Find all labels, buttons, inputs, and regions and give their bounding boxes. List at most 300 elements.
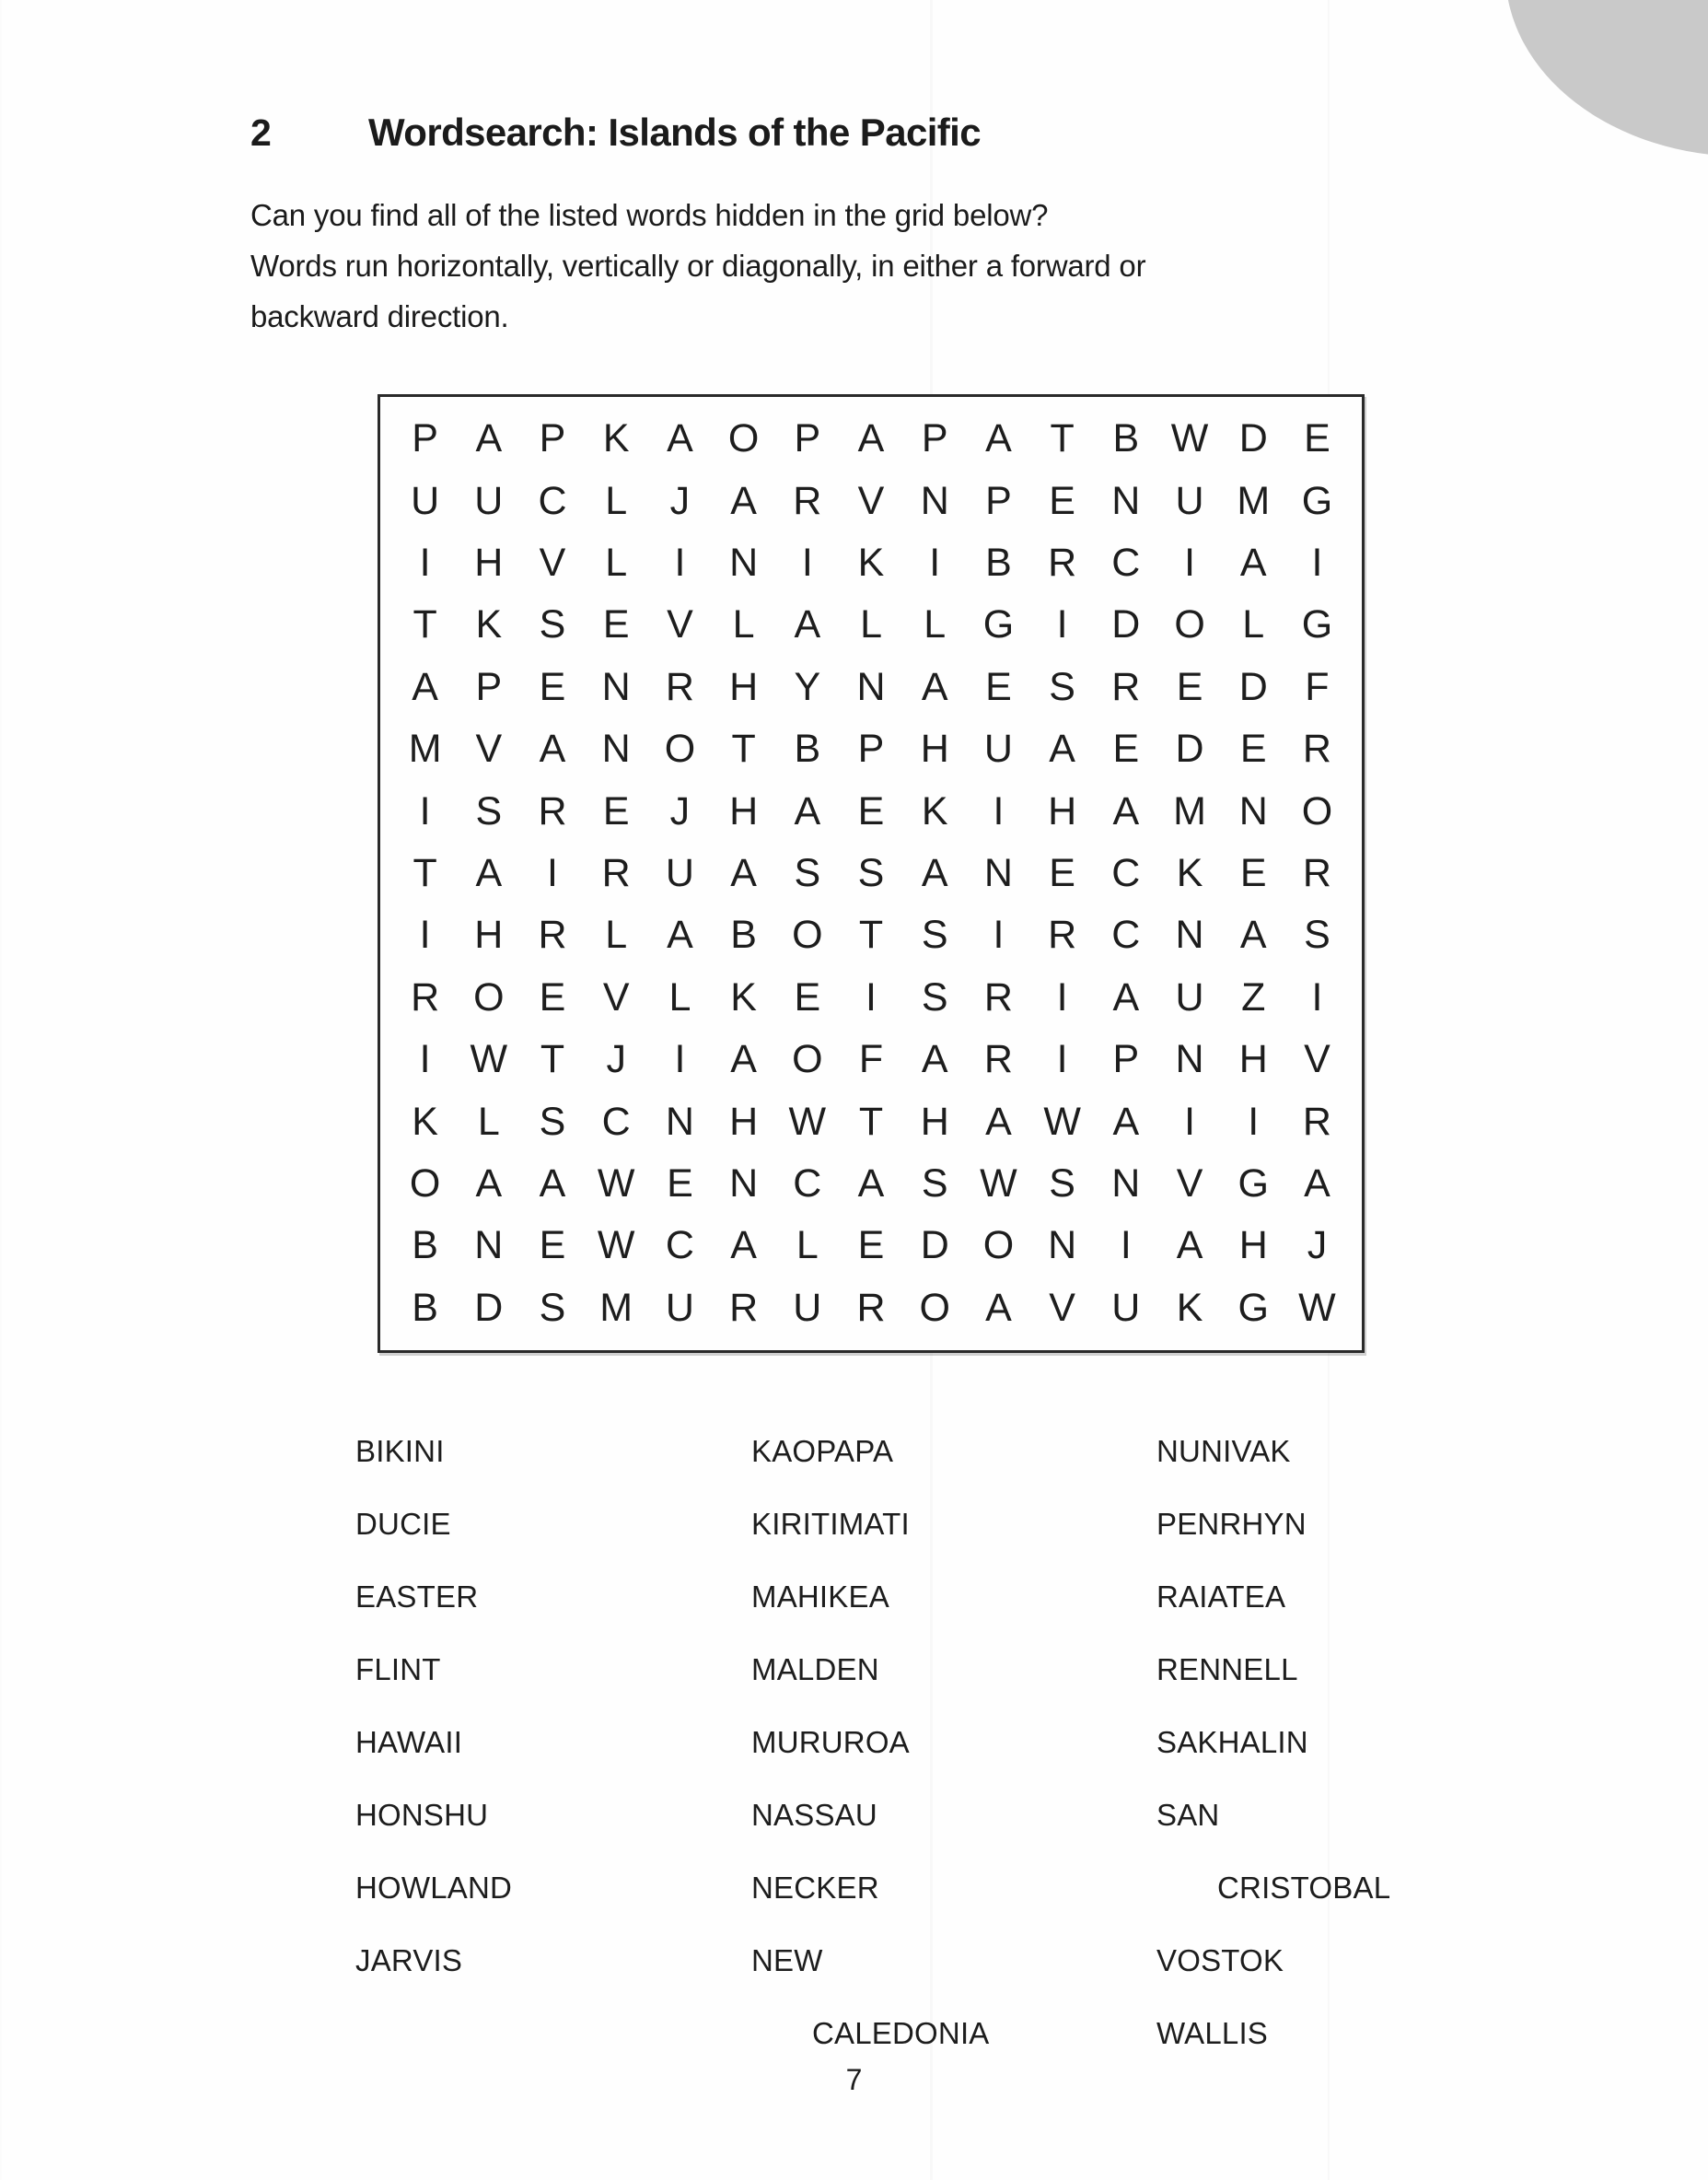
- grid-cell[interactable]: N: [729, 1161, 759, 1207]
- grid-row: [393, 1029, 1349, 1090]
- word-list-item[interactable]: [1156, 1924, 1460, 1997]
- grid-cell[interactable]: N: [983, 851, 1013, 896]
- grid-cell[interactable]: A: [985, 1099, 1012, 1144]
- page-header: [250, 111, 981, 155]
- word-list-item[interactable]: [355, 1851, 751, 1924]
- grid-cell[interactable]: L: [924, 602, 947, 647]
- grid-cell[interactable]: V: [1049, 1285, 1075, 1330]
- page-number: 7: [845, 2063, 863, 2096]
- word-list-item[interactable]: [1156, 1778, 1460, 1924]
- instructions-line-1: Can you find all of the listed words hidden in the grid below?: [250, 198, 1049, 232]
- grid-cell[interactable]: A: [412, 664, 438, 709]
- grid-cell[interactable]: H: [920, 1099, 949, 1144]
- grid-cell[interactable]: S: [475, 788, 503, 834]
- grid-cell[interactable]: E: [985, 664, 1012, 709]
- grid-cell[interactable]: O: [982, 1223, 1015, 1268]
- grid-cell[interactable]: D: [1175, 727, 1204, 772]
- word-list-item[interactable]: [751, 1487, 1156, 1560]
- grid-cell[interactable]: R: [983, 1037, 1013, 1082]
- grid-cell[interactable]: V: [1304, 1037, 1330, 1082]
- grid-cell[interactable]: C: [1111, 851, 1141, 896]
- page-title: Wordsearch: Islands of the Pacific: [368, 111, 982, 154]
- grid-cell[interactable]: G: [1301, 602, 1333, 647]
- grid-cell[interactable]: C: [601, 1099, 631, 1144]
- grid-cell[interactable]: E: [1049, 851, 1075, 896]
- grid-cell[interactable]: M: [599, 1285, 633, 1330]
- grid-cell[interactable]: M: [408, 727, 442, 772]
- grid-cell[interactable]: H: [1238, 1223, 1268, 1268]
- word-list-item-text: MAHIKEA: [751, 1580, 889, 1614]
- grid-cell[interactable]: V: [1176, 1161, 1203, 1207]
- instructions-line-2: Words run horizontally, vertically or diagonally, in either a forward or: [250, 249, 1146, 283]
- grid-cell[interactable]: H: [729, 788, 759, 834]
- grid-cell[interactable]: K: [412, 1099, 438, 1144]
- grid-cell[interactable]: A: [539, 727, 566, 772]
- grid-cell[interactable]: W: [1170, 416, 1209, 461]
- grid-cell[interactable]: O: [792, 913, 823, 958]
- grid-row: [393, 1090, 1349, 1152]
- grid-cell[interactable]: I: [1056, 1037, 1068, 1082]
- grid-cell[interactable]: I: [1056, 602, 1068, 647]
- grid-row: [393, 780, 1349, 842]
- grid-cell[interactable]: N: [601, 727, 631, 772]
- grid-cell[interactable]: A: [667, 416, 693, 461]
- grid-row: [393, 408, 1349, 470]
- grid-cell[interactable]: A: [985, 1285, 1012, 1330]
- grid-row: [393, 843, 1349, 904]
- grid-cell[interactable]: U: [1175, 974, 1204, 1020]
- grid-cell[interactable]: O: [792, 1037, 823, 1082]
- grid-cell[interactable]: I: [866, 974, 877, 1020]
- grid-cell[interactable]: O: [1174, 602, 1205, 647]
- grid-cell[interactable]: P: [1112, 1037, 1140, 1082]
- grid-cell[interactable]: W: [1043, 1099, 1081, 1144]
- grid-cell[interactable]: R: [983, 974, 1013, 1020]
- grid-cell[interactable]: E: [1239, 851, 1267, 896]
- word-list-item[interactable]: [1156, 1415, 1460, 1487]
- grid-cell[interactable]: A: [1176, 1223, 1203, 1268]
- grid-cell[interactable]: A: [857, 1161, 885, 1207]
- word-list-item-text: NASSAU: [751, 1798, 877, 1832]
- grid-cell[interactable]: R: [1302, 1099, 1331, 1144]
- word-list-item[interactable]: [355, 1924, 751, 1997]
- word-list-item-text: HONSHU: [355, 1798, 489, 1832]
- grid-cell[interactable]: S: [857, 851, 885, 896]
- grid-cell[interactable]: A: [921, 664, 948, 709]
- grid-cell[interactable]: C: [665, 1223, 694, 1268]
- grid-cell[interactable]: Y: [794, 664, 821, 709]
- grid-cell[interactable]: S: [539, 1285, 566, 1330]
- instructions-line-3: backward direction.: [250, 299, 509, 333]
- grid-cell[interactable]: H: [474, 541, 504, 586]
- grid-cell[interactable]: C: [793, 1161, 822, 1207]
- grid-cell[interactable]: V: [475, 727, 503, 772]
- word-list-item-text: RAIATEA: [1156, 1580, 1286, 1614]
- grid-cell[interactable]: I: [1184, 541, 1196, 586]
- grid-cell[interactable]: L: [860, 602, 882, 647]
- grid-cell[interactable]: T: [540, 1037, 565, 1082]
- grid-cell[interactable]: N: [665, 1099, 694, 1144]
- word-list-item[interactable]: [751, 1851, 1156, 1924]
- grid-cell[interactable]: A: [1304, 1161, 1330, 1207]
- word-list-item-text: MURUROA: [751, 1725, 910, 1759]
- grid-cell[interactable]: R: [538, 913, 567, 958]
- word-list-item[interactable]: [1156, 1560, 1460, 1633]
- grid-cell[interactable]: Z: [1241, 974, 1266, 1020]
- grid-cell[interactable]: E: [857, 1223, 885, 1268]
- wordsearch-grid-inner: [393, 408, 1349, 1339]
- grid-cell[interactable]: H: [729, 1099, 759, 1144]
- grid-cell[interactable]: L: [732, 602, 755, 647]
- grid-cell[interactable]: I: [674, 541, 686, 586]
- word-list-item[interactable]: [1156, 1487, 1460, 1560]
- grid-cell[interactable]: P: [539, 416, 566, 461]
- word-list-column-1: [355, 1415, 751, 2069]
- grid-cell[interactable]: R: [1302, 851, 1331, 896]
- word-list-item[interactable]: [751, 1706, 1156, 1778]
- word-list-item[interactable]: [355, 1487, 751, 1560]
- word-list-item[interactable]: [355, 1633, 751, 1706]
- grid-cell[interactable]: B: [985, 541, 1012, 586]
- grid-cell[interactable]: W: [597, 1223, 635, 1268]
- grid-cell[interactable]: J: [606, 1037, 626, 1082]
- word-list-item[interactable]: [751, 1633, 1156, 1706]
- word-list-item-text: NEW: [751, 1943, 823, 1977]
- grid-cell[interactable]: I: [1184, 1099, 1196, 1144]
- grid-cell[interactable]: T: [412, 851, 437, 896]
- grid-cell[interactable]: L: [605, 913, 628, 958]
- grid-cell[interactable]: A: [1049, 727, 1075, 772]
- grid-cell[interactable]: K: [475, 602, 503, 647]
- grid-cell[interactable]: A: [794, 602, 821, 647]
- grid-cell[interactable]: N: [1111, 478, 1141, 523]
- grid-cell[interactable]: G: [982, 602, 1015, 647]
- grid-cell[interactable]: E: [602, 602, 630, 647]
- grid-cell[interactable]: C: [1111, 541, 1141, 586]
- grid-cell[interactable]: R: [1111, 664, 1141, 709]
- grid-cell[interactable]: A: [921, 851, 948, 896]
- grid-cell[interactable]: T: [412, 602, 437, 647]
- grid-cell[interactable]: I: [419, 788, 431, 834]
- grid-row: [393, 904, 1349, 966]
- word-list-item[interactable]: [355, 1778, 751, 1851]
- grid-cell[interactable]: K: [1176, 1285, 1203, 1330]
- grid-cell[interactable]: A: [1112, 788, 1140, 834]
- grid-cell[interactable]: A: [475, 851, 503, 896]
- grid-cell[interactable]: W: [980, 1161, 1017, 1207]
- grid-cell[interactable]: I: [1311, 541, 1323, 586]
- grid-cell[interactable]: U: [665, 1285, 694, 1330]
- grid-cell[interactable]: E: [539, 664, 566, 709]
- grid-cell[interactable]: S: [539, 602, 566, 647]
- grid-cell[interactable]: A: [1112, 974, 1140, 1020]
- grid-cell[interactable]: K: [1176, 851, 1203, 896]
- word-list-item-text: DUCIE: [355, 1507, 451, 1541]
- grid-cell[interactable]: A: [857, 416, 885, 461]
- grid-cell[interactable]: F: [858, 1037, 884, 1082]
- grid-cell[interactable]: E: [1304, 416, 1330, 461]
- grid-cell[interactable]: H: [920, 727, 949, 772]
- grid-cell[interactable]: D: [1238, 416, 1268, 461]
- word-list-item-text: WALLIS: [1156, 2016, 1269, 2050]
- grid-cell[interactable]: I: [993, 788, 1005, 834]
- grid-cell[interactable]: D: [920, 1223, 949, 1268]
- grid-cell[interactable]: O: [727, 416, 760, 461]
- word-list-item-text: FLINT: [355, 1652, 441, 1686]
- grid-cell[interactable]: S: [921, 1161, 948, 1207]
- grid-row: [393, 470, 1349, 531]
- grid-cell[interactable]: P: [921, 416, 948, 461]
- grid-cell[interactable]: D: [1111, 602, 1141, 647]
- grid-cell[interactable]: R: [1048, 913, 1077, 958]
- grid-row: [393, 657, 1349, 718]
- grid-cell[interactable]: D: [1238, 664, 1268, 709]
- word-list-item-text: HAWAII: [355, 1725, 463, 1759]
- grid-cell[interactable]: I: [1056, 974, 1068, 1020]
- grid-cell[interactable]: U: [665, 851, 694, 896]
- grid-cell[interactable]: I: [1120, 1223, 1132, 1268]
- grid-cell[interactable]: P: [985, 478, 1012, 523]
- grid-cell[interactable]: A: [985, 416, 1012, 461]
- grid-cell[interactable]: A: [539, 1161, 566, 1207]
- grid-cell[interactable]: E: [1239, 727, 1267, 772]
- grid-cell[interactable]: B: [412, 1223, 438, 1268]
- grid-cell[interactable]: B: [730, 913, 757, 958]
- grid-cell[interactable]: W: [597, 1161, 635, 1207]
- grid-row: [393, 1277, 1349, 1339]
- word-list-item[interactable]: [355, 1415, 751, 1487]
- grid-cell[interactable]: D: [474, 1285, 504, 1330]
- grid-cell[interactable]: L: [668, 974, 691, 1020]
- grid-cell[interactable]: H: [729, 664, 759, 709]
- grid-cell[interactable]: A: [730, 478, 757, 523]
- grid-cell[interactable]: P: [475, 664, 503, 709]
- word-list-item-text-wrapped: CRISTOBAL: [1217, 1871, 1391, 1905]
- grid-cell[interactable]: A: [1239, 913, 1267, 958]
- grid-cell[interactable]: E: [1112, 727, 1140, 772]
- grid-cell[interactable]: N: [856, 664, 886, 709]
- grid-cell[interactable]: W: [788, 1099, 827, 1144]
- grid-cell[interactable]: U: [983, 727, 1013, 772]
- grid-cell[interactable]: T: [858, 1099, 884, 1144]
- word-list-item-text: VOSTOK: [1156, 1943, 1284, 1977]
- grid-cell[interactable]: N: [729, 541, 759, 586]
- grid-cell[interactable]: R: [856, 1285, 886, 1330]
- grid-row: [393, 967, 1349, 1029]
- grid-cell[interactable]: N: [1111, 1161, 1141, 1207]
- grid-cell[interactable]: V: [667, 602, 693, 647]
- grid-cell[interactable]: J: [669, 788, 691, 834]
- grid-cell[interactable]: V: [602, 974, 630, 1020]
- grid-row: [393, 718, 1349, 780]
- grid-row: [393, 1153, 1349, 1215]
- grid-cell[interactable]: S: [1049, 664, 1075, 709]
- grid-cell[interactable]: R: [1302, 727, 1331, 772]
- grid-cell[interactable]: L: [605, 541, 628, 586]
- word-list-item[interactable]: [751, 1560, 1156, 1633]
- word-list-item-text: KIRITIMATI: [751, 1507, 910, 1541]
- word-list-item-text: HOWLAND: [355, 1871, 513, 1905]
- grid-cell[interactable]: A: [730, 851, 757, 896]
- grid-cell[interactable]: K: [602, 416, 630, 461]
- grid-cell[interactable]: S: [1304, 913, 1330, 958]
- grid-cell[interactable]: W: [1298, 1285, 1336, 1330]
- grid-cell[interactable]: S: [539, 1099, 566, 1144]
- grid-cell[interactable]: J: [669, 478, 691, 523]
- grid-cell[interactable]: E: [667, 1161, 693, 1207]
- grid-cell[interactable]: L: [477, 1099, 500, 1144]
- grid-cell[interactable]: U: [1111, 1285, 1141, 1330]
- grid-cell[interactable]: N: [1238, 788, 1268, 834]
- grid-cell[interactable]: E: [602, 788, 630, 834]
- grid-cell[interactable]: P: [857, 727, 885, 772]
- grid-cell[interactable]: I: [419, 1037, 431, 1082]
- grid-cell[interactable]: J: [1307, 1223, 1328, 1268]
- word-list-item-text-wrapped: CALEDONIA: [812, 2016, 990, 2050]
- grid-cell[interactable]: O: [409, 1161, 441, 1207]
- grid-cell[interactable]: H: [1048, 788, 1077, 834]
- grid-cell[interactable]: A: [475, 1161, 503, 1207]
- grid-cell[interactable]: R: [729, 1285, 759, 1330]
- grid-cell[interactable]: K: [730, 974, 757, 1020]
- grid-cell[interactable]: P: [412, 416, 438, 461]
- word-list-item-text: NUNIVAK: [1156, 1434, 1291, 1468]
- grid-cell[interactable]: I: [419, 913, 431, 958]
- grid-cell[interactable]: A: [794, 788, 821, 834]
- grid-cell[interactable]: G: [1237, 1285, 1269, 1330]
- grid-cell[interactable]: F: [1305, 664, 1330, 709]
- grid-cell[interactable]: N: [1048, 1223, 1077, 1268]
- grid-cell[interactable]: M: [1173, 788, 1206, 834]
- grid-cell[interactable]: V: [857, 478, 885, 523]
- grid-cell[interactable]: B: [1112, 416, 1140, 461]
- grid-cell[interactable]: G: [1301, 478, 1333, 523]
- grid-cell[interactable]: L: [1242, 602, 1265, 647]
- grid-cell[interactable]: N: [920, 478, 949, 523]
- grid-cell[interactable]: A: [1239, 541, 1267, 586]
- grid-cell[interactable]: U: [793, 1285, 822, 1330]
- grid-cell[interactable]: N: [1175, 913, 1204, 958]
- grid-cell[interactable]: M: [1237, 478, 1271, 523]
- word-list-item-text: PENRHYN: [1156, 1507, 1307, 1541]
- grid-cell[interactable]: U: [474, 478, 504, 523]
- grid-cell[interactable]: O: [473, 974, 505, 1020]
- grid-cell[interactable]: E: [1049, 478, 1075, 523]
- grid-cell[interactable]: S: [921, 974, 948, 1020]
- grid-cell[interactable]: R: [538, 788, 567, 834]
- grid-cell[interactable]: O: [1301, 788, 1333, 834]
- grid-cell[interactable]: T: [858, 913, 884, 958]
- word-list-item-text: SAKHALIN: [1156, 1725, 1308, 1759]
- grid-cell[interactable]: U: [1175, 478, 1204, 523]
- word-list-item[interactable]: [751, 1415, 1156, 1487]
- grid-cell[interactable]: I: [993, 913, 1005, 958]
- word-list-column-3: [1156, 1415, 1460, 2069]
- grid-cell[interactable]: C: [538, 478, 567, 523]
- grid-cell[interactable]: E: [1176, 664, 1203, 709]
- grid-cell[interactable]: S: [794, 851, 821, 896]
- word-list-item[interactable]: [355, 1706, 751, 1778]
- grid-cell[interactable]: N: [1175, 1037, 1204, 1082]
- word-list-item-text: JARVIS: [355, 1943, 463, 1977]
- grid-cell[interactable]: E: [539, 974, 566, 1020]
- grid-row: [393, 532, 1349, 594]
- word-list-item-text: SAN: [1156, 1798, 1220, 1832]
- grid-cell[interactable]: A: [730, 1037, 757, 1082]
- word-list-item[interactable]: [1156, 1633, 1460, 1706]
- grid-cell[interactable]: I: [1311, 974, 1323, 1020]
- grid-cell[interactable]: O: [664, 727, 696, 772]
- grid-cell[interactable]: R: [601, 851, 631, 896]
- grid-cell[interactable]: I: [674, 1037, 686, 1082]
- grid-cell[interactable]: B: [412, 1285, 438, 1330]
- grid-cell[interactable]: S: [921, 913, 948, 958]
- grid-cell[interactable]: H: [1238, 1037, 1268, 1082]
- word-list: [355, 1415, 1460, 2069]
- grid-cell[interactable]: A: [667, 913, 693, 958]
- grid-cell[interactable]: I: [547, 851, 558, 896]
- grid-cell[interactable]: V: [539, 541, 566, 586]
- grid-cell[interactable]: E: [539, 1223, 566, 1268]
- grid-cell[interactable]: L: [796, 1223, 819, 1268]
- grid-cell[interactable]: T: [1050, 416, 1075, 461]
- word-list-item[interactable]: [751, 1924, 1156, 2069]
- grid-cell[interactable]: N: [474, 1223, 504, 1268]
- grid-cell[interactable]: E: [794, 974, 821, 1020]
- grid-cell[interactable]: A: [730, 1223, 757, 1268]
- grid-cell[interactable]: U: [411, 478, 440, 523]
- word-list-item-text: NECKER: [751, 1871, 879, 1905]
- grid-cell[interactable]: T: [731, 727, 756, 772]
- grid-cell[interactable]: A: [1112, 1099, 1140, 1144]
- wordsearch-grid[interactable]: [378, 394, 1365, 1353]
- grid-cell[interactable]: A: [475, 416, 503, 461]
- word-list-item-text: KAOPAPA: [751, 1434, 894, 1468]
- grid-cell[interactable]: H: [474, 913, 504, 958]
- grid-cell[interactable]: A: [921, 1037, 948, 1082]
- grid-cell[interactable]: R: [665, 664, 694, 709]
- grid-cell[interactable]: O: [919, 1285, 950, 1330]
- word-list-item[interactable]: [751, 1778, 1156, 1851]
- grid-cell[interactable]: B: [794, 727, 821, 772]
- word-list-item[interactable]: [1156, 1997, 1460, 2069]
- grid-cell[interactable]: K: [857, 541, 885, 586]
- grid-cell[interactable]: G: [1237, 1161, 1269, 1207]
- grid-cell[interactable]: I: [419, 541, 431, 586]
- grid-cell[interactable]: N: [601, 664, 631, 709]
- grid-cell[interactable]: L: [605, 478, 628, 523]
- grid-row: [393, 594, 1349, 656]
- grid-cell[interactable]: I: [929, 541, 941, 586]
- word-list-item[interactable]: [355, 1560, 751, 1633]
- grid-row: [393, 1215, 1349, 1277]
- grid-cell[interactable]: R: [411, 974, 440, 1020]
- grid-cell[interactable]: K: [921, 788, 948, 834]
- grid-cell[interactable]: E: [857, 788, 885, 834]
- puzzle-number: 2: [250, 111, 272, 154]
- grid-cell[interactable]: R: [1048, 541, 1077, 586]
- grid-cell[interactable]: I: [801, 541, 813, 586]
- word-list-item[interactable]: [1156, 1706, 1460, 1778]
- grid-cell[interactable]: P: [794, 416, 821, 461]
- word-list-item-text: MALDEN: [751, 1652, 879, 1686]
- grid-cell[interactable]: W: [470, 1037, 508, 1082]
- grid-cell[interactable]: S: [1049, 1161, 1075, 1207]
- grid-cell[interactable]: I: [1248, 1099, 1260, 1144]
- instructions: [250, 190, 1466, 342]
- grid-cell[interactable]: R: [793, 478, 822, 523]
- grid-cell[interactable]: C: [1111, 913, 1141, 958]
